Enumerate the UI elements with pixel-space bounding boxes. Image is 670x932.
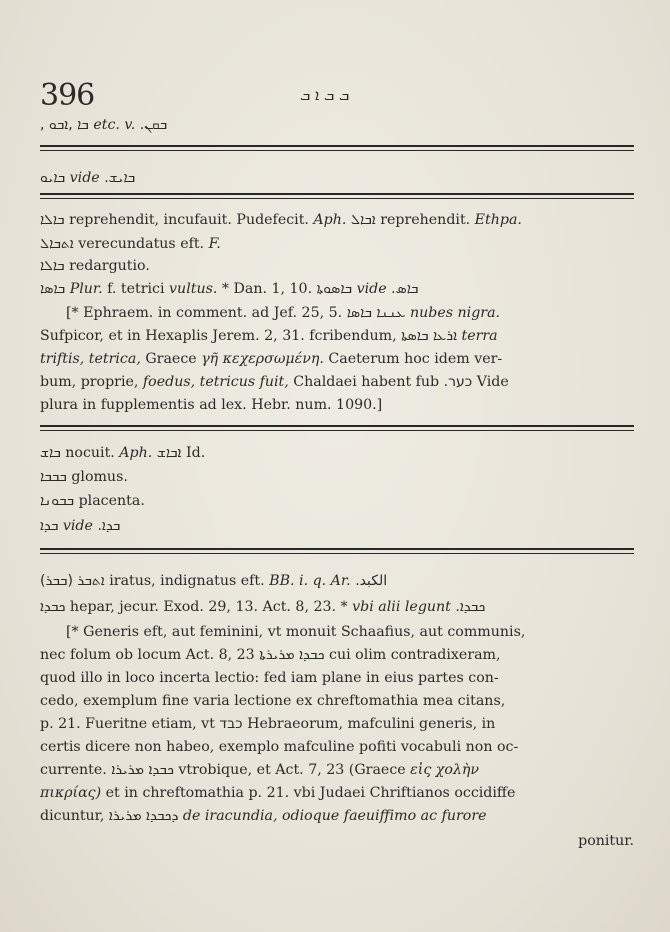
italic-text: F. bbox=[208, 236, 221, 252]
latin-text: placenta. bbox=[74, 493, 145, 509]
entry-line bbox=[40, 599, 485, 615]
latin-text: Caeterum hoc idem ver- bbox=[323, 351, 503, 367]
latin-text: redargutio. bbox=[64, 258, 150, 274]
entry-line bbox=[40, 328, 498, 344]
running-title: ܒ ܒ ܐ ܒ bbox=[300, 86, 350, 104]
greek-text: γῆ κεχερσωμένη. bbox=[201, 351, 324, 367]
italic-text: Plur. bbox=[65, 281, 103, 297]
italic-text: vide bbox=[352, 281, 392, 297]
entry-line bbox=[40, 170, 135, 186]
greek-text: εἰς χολὴν bbox=[410, 762, 480, 778]
syriac-headword: ܒܐܝܫ. bbox=[104, 170, 136, 186]
italic-text: triftis, tetrica, bbox=[40, 351, 141, 367]
entry-line bbox=[40, 445, 205, 461]
entry-line bbox=[40, 117, 167, 133]
latin-text: plura in fupplementis ad lex. Hebr. num. 1090.] bbox=[40, 397, 383, 413]
entry-line bbox=[40, 693, 505, 709]
latin-text: et in chreftomathia p. 21. vbi Judaei Chriftianos occidiffe bbox=[101, 785, 516, 801]
entry-line bbox=[40, 258, 150, 274]
latin-text: cui olim contradixeram, bbox=[324, 647, 501, 663]
entry-line bbox=[40, 397, 382, 413]
syriac-headword: ܒܕܐ bbox=[40, 518, 59, 534]
syriac-headword: ܒܐܠܐ bbox=[40, 212, 65, 228]
entry-line bbox=[66, 305, 500, 321]
latin-text: bum, proprie, bbox=[40, 374, 143, 390]
greek-text: πικρίας) bbox=[40, 785, 102, 801]
syriac-headword: ܟܒܕܐ ܡܪܝܪܬܐ bbox=[259, 647, 325, 663]
italic-text: Ethpa. bbox=[474, 212, 522, 228]
divider bbox=[40, 430, 634, 431]
syriac-headword: ܒܐܣܐ bbox=[40, 281, 66, 297]
entry-line bbox=[40, 647, 501, 663]
syriac-headword: ܒܐܫ bbox=[40, 445, 61, 461]
syriac-headword: ܒܐܣ. bbox=[391, 281, 419, 297]
latin-text: hepar, jecur. Exod. 29, 13. Act. 8, 23. * bbox=[65, 599, 353, 615]
entry-line bbox=[40, 518, 120, 534]
italic-text: vultus. bbox=[169, 281, 218, 297]
entry-line bbox=[40, 716, 495, 732]
syriac-headword: ܒܒܘܢܐ bbox=[40, 493, 75, 509]
italic-text: Aph. bbox=[119, 445, 153, 461]
syriac-headword: ܐܒܐܠ bbox=[350, 212, 376, 228]
entry-line bbox=[40, 493, 145, 509]
syriac-headword: ܐܬܒܐܠ bbox=[40, 236, 74, 252]
entry-line bbox=[40, 212, 522, 228]
latin-text: currente. bbox=[40, 762, 112, 778]
syriac-headword: ܐܪܥܐ ܒܐܣܬܐ bbox=[401, 328, 458, 344]
entry-line bbox=[40, 762, 479, 778]
entry-line bbox=[40, 808, 487, 824]
latin-text: nocuit. bbox=[60, 445, 120, 461]
entry-line bbox=[40, 351, 502, 367]
divider bbox=[40, 145, 634, 147]
syriac-headword: ܕܟܒܕܐ ܡܪܝܪܐ bbox=[108, 808, 179, 824]
latin-text: Graece bbox=[140, 351, 202, 367]
syriac-headword: ܒܕܐ. bbox=[97, 518, 121, 534]
italic-text: BB. i. q. Ar. bbox=[269, 573, 351, 589]
latin-text: Vide bbox=[472, 374, 509, 390]
latin-text: reprehendit, incufauit. Pudefecit. bbox=[64, 212, 314, 228]
entry-line bbox=[40, 374, 509, 390]
divider bbox=[40, 553, 634, 554]
syriac-headword: ܟܒܕܐ bbox=[40, 599, 66, 615]
italic-text: de iracundia, odioque faeuiffimo ac furore bbox=[178, 808, 487, 824]
latin-text: certis dicere non habeo, exemplo mafculine pofiti vocabuli non oc- bbox=[40, 739, 519, 755]
italic-text: nubes nigra. bbox=[405, 305, 501, 321]
latin-text: glomus. bbox=[66, 469, 128, 485]
italic-text: vbi alii legunt bbox=[352, 599, 451, 615]
syriac-headword: ܐܒܐܫ bbox=[156, 445, 182, 461]
syriac-headword: الكبد. bbox=[355, 573, 388, 589]
entry-line bbox=[40, 785, 515, 801]
entry-line bbox=[40, 739, 518, 755]
syriac-headword: ܐܒܘ , bbox=[40, 117, 69, 133]
latin-text: Sufpicor, et in Hexaplis Jerem. 2, 31. fcribendum, bbox=[40, 328, 402, 344]
latin-text: * Dan. 1, 10. bbox=[217, 281, 317, 297]
latin-text: verecundatus eft. bbox=[73, 236, 209, 252]
latin-text: cedo, exemplum fine varia lectione ex chreftomathia mea citans, bbox=[40, 693, 506, 709]
latin-text: p. 21. Fueritne etiam, vt bbox=[40, 716, 220, 732]
syriac-headword: ܒܐܣܘܬܐ bbox=[316, 281, 353, 297]
syriac-headword: ܒܒܒܐ bbox=[40, 469, 67, 485]
latin-text: vtrobique, et Act. 7, 23 (Graece bbox=[173, 762, 411, 778]
latin-text: ponitur. bbox=[578, 833, 634, 849]
syriac-headword: ܒܩܢ. bbox=[139, 117, 168, 133]
latin-text: Hebraeorum, mafculini generis, in bbox=[242, 716, 496, 732]
latin-text: Chaldaei habent fub bbox=[288, 374, 444, 390]
syriac-headword: כבד bbox=[219, 716, 243, 732]
entry-line bbox=[40, 573, 387, 589]
syriac-headword: ܒܐܠܐ bbox=[40, 258, 65, 274]
latin-text: nec folum ob locum Act. 8, 23 bbox=[40, 647, 260, 663]
entry-line bbox=[66, 624, 525, 640]
syriac-headword: ܟܒܕܐ ܡܪܝܪܐ bbox=[111, 762, 174, 778]
syriac-headword: ܟܒܕܐ. bbox=[455, 599, 486, 615]
syriac-headword: ܒܐܝܘ bbox=[40, 170, 66, 186]
italic-text: vide bbox=[65, 170, 105, 186]
latin-text: iratus, indignatus eft. bbox=[104, 573, 270, 589]
entry-line bbox=[40, 236, 221, 252]
italic-text: foedus, tetricus fuit, bbox=[142, 374, 289, 390]
italic-text: terra bbox=[457, 328, 498, 344]
page-number: 396 bbox=[40, 78, 95, 113]
divider bbox=[40, 150, 634, 151]
entry-line bbox=[578, 833, 634, 849]
syriac-headword: ܒܐ , bbox=[68, 117, 89, 133]
syriac-headword: כער. bbox=[443, 374, 473, 390]
syriac-headword: ܥܢܢܐ ܒܐܣܐ bbox=[346, 305, 406, 321]
divider bbox=[40, 198, 634, 199]
italic-text: vide bbox=[58, 518, 98, 534]
latin-text: [* Ephraem. in comment. ad Jef. 25, 5. bbox=[66, 305, 347, 321]
syriac-headword: ܐܬܒܪ bbox=[77, 573, 105, 589]
syriac-headword: (ܒܒܪ) bbox=[40, 573, 73, 589]
latin-text: dicuntur, bbox=[40, 808, 109, 824]
divider bbox=[40, 425, 634, 427]
divider bbox=[40, 548, 634, 550]
latin-text: quod illo in loco incerta lectio: fed iam plane in eius partes con- bbox=[40, 670, 499, 686]
entry-line bbox=[40, 281, 418, 297]
latin-text: reprehendit. bbox=[375, 212, 475, 228]
latin-text: Id. bbox=[181, 445, 206, 461]
italic-text: Aph. bbox=[313, 212, 347, 228]
entry-line bbox=[40, 469, 128, 485]
italic-text: etc. v. bbox=[88, 117, 140, 133]
latin-text: [* Generis eft, aut feminini, vt monuit Schaafius, aut communis, bbox=[66, 624, 526, 640]
divider bbox=[40, 193, 634, 195]
latin-text: f. tetrici bbox=[102, 281, 170, 297]
entry-line bbox=[40, 670, 499, 686]
